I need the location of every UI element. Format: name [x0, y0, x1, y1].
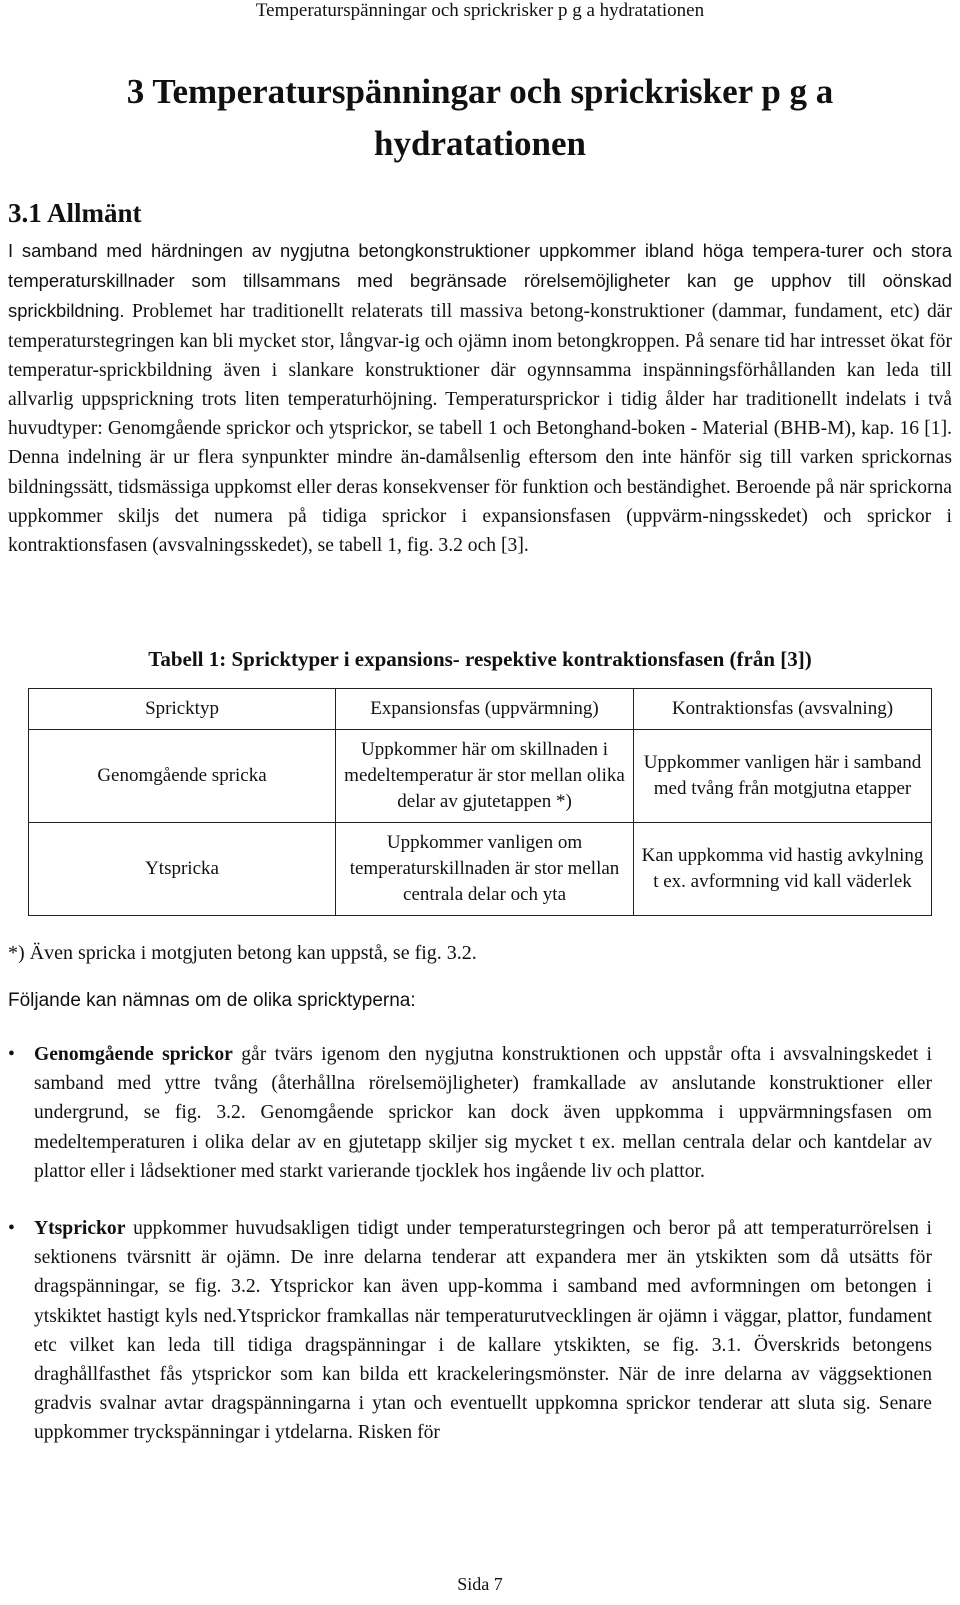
section-title: 3.1 Allmänt	[8, 198, 142, 228]
intro-sentence-3: På senare tid har intresset ökat för temperatur-sprickbildning även i slankare konstruktioner där ogynnsamma inspänningsförhållanden kan leda till allvarlig uppsprickning trots liten temperaturhöjning.	[8, 330, 952, 411]
list-item-text: går tvärs igenom den nygjutna konstruktionen och uppstår ofta i avsvalningskedet i samband med yttre tvång (återhållna rörelsemöjligheter) framkallade av anslutande konstruktioner eller undergrund, se fig. 3.2. Genomgående sprickor kan dock även uppkomma i uppvärmningsfasen om medeltemperaturen i olika delar av en gjutetapp skiljer sig mycket t ex. mellan centrala delar och kantdelar av plattor eller i lådsektioner med starkt varierande tjocklek hos ingående liv och plattor.	[34, 1044, 932, 1182]
table-cell: Kan uppkomma vid hastig avkylning t ex. avformning vid kall väderlek	[634, 823, 932, 916]
table-header-cell: Expansionsfas (uppvärmning)	[336, 689, 634, 730]
table-header-row	[29, 689, 932, 730]
table-footnote: *) Även spricka i motgjuten betong kan uppstå, se fig. 3.2.	[8, 942, 477, 964]
crack-types-table	[28, 688, 932, 916]
table-cell: Uppkommer här om skillnaden i medeltemperatur är stor mellan olika delar av gjutetappen *)	[336, 730, 634, 823]
chapter-title-line-1: 3 Temperaturspänningar och sprickrisker p g a	[126, 72, 834, 111]
table-row	[29, 823, 932, 916]
list-item	[8, 1040, 932, 1186]
bullet-icon: •	[8, 1218, 15, 1240]
page-number: Sida 7	[457, 1574, 503, 1594]
table-header-cell: Spricktyp	[29, 689, 336, 730]
running-header: Temperaturspänningar och sprickrisker p g a hydratationen	[255, 0, 705, 21]
chapter-title-line-2: hydratationen	[374, 124, 586, 163]
intro-sentence-5: Denna indelning är ur flera synpunkter mindre än-damålsenlig eftersom den inte hänför sig till varken sprickornas bildningssätt, tidsmässiga uppkomst eller deras konsekvenser för funktion och beständighet.	[8, 447, 952, 498]
table-cell: Genomgående spricka	[29, 730, 336, 823]
table-row	[29, 730, 932, 823]
table-cell: Uppkommer vanligen här i samband med tvång från motgjutna etapper	[634, 730, 932, 823]
bullet-icon: •	[8, 1044, 15, 1065]
table-cell: Ytspricka	[29, 823, 336, 916]
intro-sentence-6: Beroende på när sprickorna uppkommer skiljs det numera på tidiga sprickor i expansionsfasen (uppvärm-ningsskedet) och sprickor i kontraktionsfasen (avsvalningsskedet), se tabell 1, fig. 3.2 och [3].	[8, 476, 953, 557]
intro-sentence-2: Problemet har traditionellt relaterats till massiva betong-konstruktioner (dammar, fundament, etc) där temperaturstegringen kan bli mycket stor, långvar-ig och ojämn inom betongkroppen.	[8, 301, 952, 352]
list-intro: Följande kan nämnas om de olika spricktyperna:	[8, 990, 416, 1011]
intro-sentence-1: I samband med härdningen av nygjutna betongkonstruktioner uppkommer ibland höga tempera-turer och stora temperaturskillnader som tillsammans med begränsade rörelsemöjligheter kan ge upphov till oönskad sprickbildning.	[8, 240, 952, 322]
list-item	[8, 1214, 932, 1448]
table-caption: Tabell 1: Spricktyper i expansions- respektive kontraktionsfasen (från [3])	[148, 647, 812, 671]
table-cell: Uppkommer vanligen om temperaturskillnaden är stor mellan centrala delar och yta	[336, 823, 634, 916]
intro-sentence-4: Temperatursprickor i tidig ålder har traditionellt indelats i två huvudtyper: Genomgående sprickor och ytsprickor, se tabell 1 och Betonghand-boken - Material (BHB-M), kap. 16 [1].	[8, 389, 953, 440]
table-header-cell: Kontraktionsfas (avsvalning)	[634, 689, 932, 730]
intro-paragraph	[8, 236, 952, 560]
chapter-title	[0, 66, 960, 170]
crack-type-list	[8, 1040, 932, 1476]
list-item-text: uppkommer huvudsakligen tidigt under temperaturstegringen och beror på att temperaturrörelsen i sektionens tvärsnitt är ojämn. De inre delarna tenderar att expandera mer än ytskikten som då utsätts för dragspänningar, se fig. 3.2. Ytsprickor kan även upp-komma i samband med avformningen om betongen i ytskiktet hastigt kyls ned.Ytsprickor framkallas när temperaturutvecklingen är ojämn i väggar, plattor, fundament etc vilket kan leda till tidiga dragspänningar i de kallare ytskikten, se fig. 3.1. Överskrids betongens draghållfasthet fås ytsprickor som kan bilda ett krackeleringsmönster. När de inre delarna av väggsektionen gradvis svalnar avtar dragspänningarna i ytan och eventuellt uppkomna sprickor tenderar att sluta sig. Senare uppkommer tryckspänningar i ytdelarna. Risken för	[34, 1218, 932, 1444]
list-item-term: Ytsprickor	[34, 1218, 126, 1240]
list-item-term: Genomgående sprickor	[34, 1044, 233, 1065]
